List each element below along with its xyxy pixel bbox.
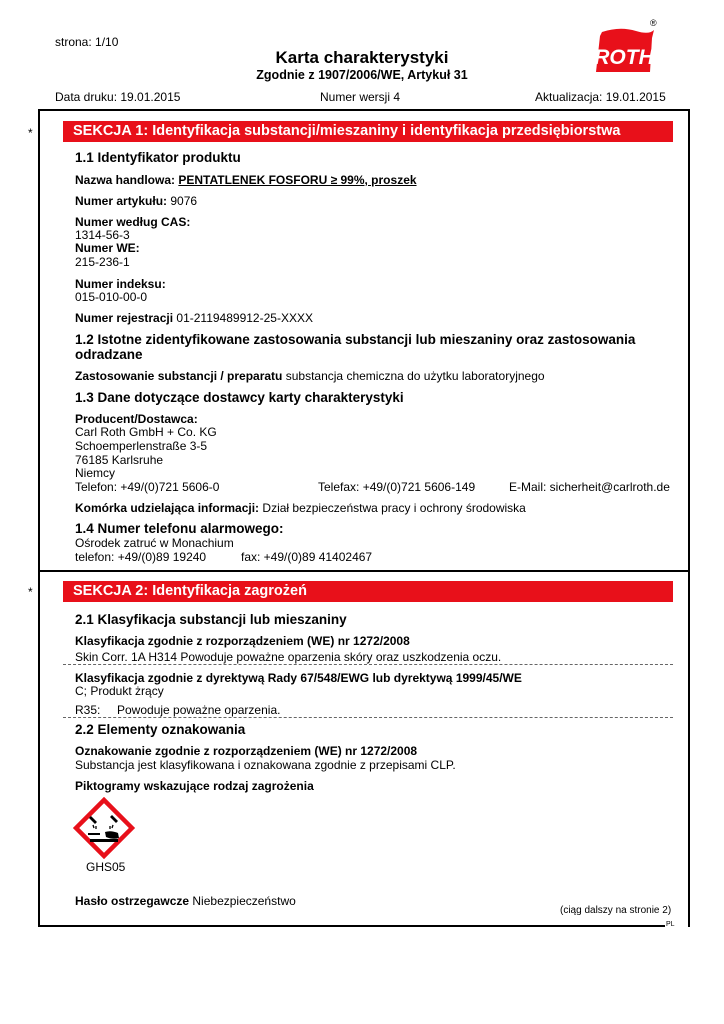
cas-value: 1314-56-3 <box>75 228 130 242</box>
article-number-label: Numer artykułu: <box>75 194 168 208</box>
article-number-row <box>75 194 197 208</box>
dashed-separator <box>63 717 673 718</box>
supplier-line: Schoemperlenstraße 3-5 <box>75 439 208 453</box>
content-frame <box>38 109 688 927</box>
heading-1-2-line2: odradzane <box>75 347 143 362</box>
change-marker: * <box>28 585 33 599</box>
ghs05-corrosion-icon <box>73 797 135 859</box>
info-row <box>75 501 526 515</box>
dashed-separator <box>63 664 673 665</box>
registration-value: 01-2119489912-25-XXXX <box>176 311 313 325</box>
signal-word-label: Hasło ostrzegawcze <box>75 894 190 908</box>
trade-name-label: Nazwa handlowa: <box>75 173 176 187</box>
document-title: Karta charakterystyki <box>275 48 449 67</box>
cas-label: Numer według CAS: <box>75 215 191 229</box>
roth-logo <box>594 22 658 74</box>
index-label: Numer indeksu: <box>75 277 166 291</box>
clp-classification-value: Skin Corr. 1A H314 Powoduje poważne oparzenia skóry oraz uszkodzenia oczu. <box>75 650 502 664</box>
we-value: 215-236-1 <box>75 255 130 269</box>
section-divider <box>38 570 690 572</box>
emergency-fax: fax: +49/(0)89 41402467 <box>241 550 373 564</box>
dsd-classification-label: Klasyfikacja zgodnie z dyrektywą Rady 67/548/EWG lub dyrektywą 1999/45/WE <box>75 671 522 685</box>
language-code: PL <box>666 921 675 928</box>
section-2-header: SEKCJA 2: Identyfikacja zagrożeń <box>63 581 673 602</box>
continued-note: (ciąg dalszy na stronie 2) <box>560 905 672 916</box>
ghs-code: GHS05 <box>86 860 126 874</box>
r-phrase-code: R35: <box>75 703 101 717</box>
supplier-phone: Telefon: +49/(0)721 5606-0 <box>75 480 220 494</box>
clp-classification-label: Klasyfikacja zgodnie z rozporządzeniem (WE) nr 1272/2008 <box>75 634 410 648</box>
heading-1-1: 1.1 Identyfikator produktu <box>75 150 241 165</box>
use-row <box>75 369 545 383</box>
emergency-center: Ośrodek zatruć w Monachium <box>75 536 234 550</box>
label-elements-label: Oznakowanie zgodnie z rozporządzeniem (WE) nr 1272/2008 <box>75 744 418 758</box>
heading-1-2-line1: 1.2 Istotne zidentyfikowane zastosowania substancji lub mieszaniny oraz zastosowania <box>75 332 636 347</box>
supplier-fax: Telefax: +49/(0)721 5606-149 <box>318 480 476 494</box>
supplier-line: 76185 Karlsruhe <box>75 453 164 467</box>
document-subtitle: Zgodnie z 1907/2006/WE, Artykuł 31 <box>256 68 468 82</box>
dsd-classification-value: C; Produkt żrący <box>75 684 164 698</box>
use-label: Zastosowanie substancji / preparatu <box>75 369 283 383</box>
signal-word-row <box>75 894 296 908</box>
supplier-label: Producent/Dostawca: <box>75 412 198 426</box>
we-label: Numer WE: <box>75 241 140 255</box>
article-number-value: 9076 <box>170 194 198 208</box>
use-value: substancja chemiczna do użytku laboratoryjnego <box>285 369 545 383</box>
change-marker: * <box>28 126 33 140</box>
print-date: Data druku: 19.01.2015 <box>55 90 181 104</box>
heading-1-4: 1.4 Numer telefonu alarmowego: <box>75 521 284 536</box>
update-date: Aktualizacja: 19.01.2015 <box>535 90 666 104</box>
frame-bottom-border <box>38 925 665 927</box>
pictogram-label: Piktogramy wskazujące rodzaj zagrożenia <box>75 779 314 793</box>
registration-label: Numer rejestracji <box>75 311 174 325</box>
label-elements-value: Substancja jest klasyfikowana i oznakowana zgodnie z przepisami CLP. <box>75 758 456 772</box>
heading-2-2: 2.2 Elementy oznakowania <box>75 722 246 737</box>
info-label: Komórka udzielająca informacji: <box>75 501 260 515</box>
registration-row <box>75 311 313 325</box>
r-phrase-text: Powoduje poważne oparzenia. <box>117 703 281 717</box>
frame-right-border <box>688 109 690 927</box>
emergency-phone: telefon: +49/(0)89 19240 <box>75 550 207 564</box>
heading-2-1: 2.1 Klasyfikacja substancji lub mieszaniny <box>75 612 347 627</box>
logo-text: ROTH <box>594 46 654 69</box>
heading-1-3: 1.3 Dane dotyczące dostawcy karty charakterystyki <box>75 390 404 405</box>
supplier-line: Carl Roth GmbH + Co. KG <box>75 425 217 439</box>
registered-mark: ® <box>650 18 657 28</box>
trade-name-value: PENTATLENEK FOSFORU ≥ 99%, proszek <box>178 173 417 187</box>
version-number: Numer wersji 4 <box>320 90 401 104</box>
info-value: Dział bezpieczeństwa pracy i ochrony środowiska <box>262 501 526 515</box>
trade-name-row <box>75 173 417 187</box>
signal-word-value: Niebezpieczeństwo <box>192 894 296 908</box>
section-1-header: SEKCJA 1: Identyfikacja substancji/mieszaniny i identyfikacja przedsiębiorstwa <box>63 121 673 142</box>
supplier-line: Niemcy <box>75 466 116 480</box>
supplier-email[interactable]: E-Mail: sicherheit@carlroth.de <box>509 480 670 494</box>
page-number: strona: 1/10 <box>55 35 119 49</box>
index-value: 015-010-00-0 <box>75 290 148 304</box>
